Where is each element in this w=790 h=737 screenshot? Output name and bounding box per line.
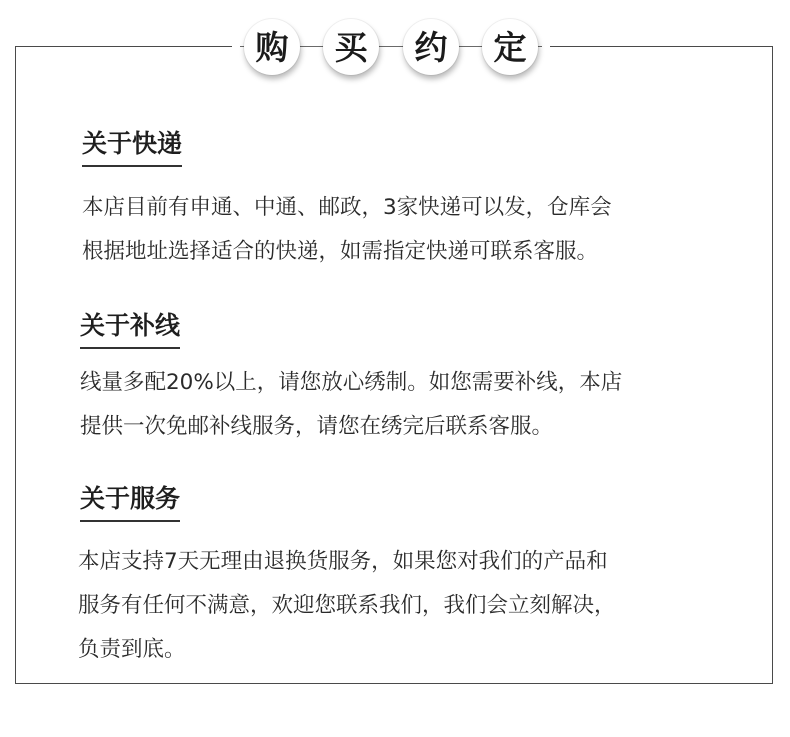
section-text-service xyxy=(78,540,616,672)
section-title-thread: 关于补线 xyxy=(80,312,180,349)
section-text-shipping xyxy=(82,186,612,274)
text-line: 线量多配20%以上，请您放心绣制。如您需要补线，本店 xyxy=(80,370,623,395)
purchase-agreement-header xyxy=(232,15,550,79)
section-title-service: 关于服务 xyxy=(80,485,180,522)
header-char-circle: 定 xyxy=(482,19,538,75)
text-line: 根据地址选择适合的快递，如需指定快递可联系客服。 xyxy=(82,239,599,264)
text-line: 本店目前有申通、中通、邮政，3家快递可以发，仓库会 xyxy=(82,195,612,220)
text-line: 提供一次免邮补线服务，请您在绣完后联系客服。 xyxy=(80,414,554,439)
text-line: 本店支持7天无理由退换货服务，如果您对我们的产品和 xyxy=(78,549,608,574)
text-line: 负责到底。 xyxy=(78,637,186,662)
section-text-thread xyxy=(80,361,622,449)
section-title-shipping: 关于快递 xyxy=(82,130,182,167)
header-char-circle: 约 xyxy=(403,19,459,75)
header-char-circle: 购 xyxy=(244,19,300,75)
header-char-circle: 买 xyxy=(323,19,379,75)
text-line: 服务有任何不满意，欢迎您联系我们，我们会立刻解决， xyxy=(78,593,616,618)
